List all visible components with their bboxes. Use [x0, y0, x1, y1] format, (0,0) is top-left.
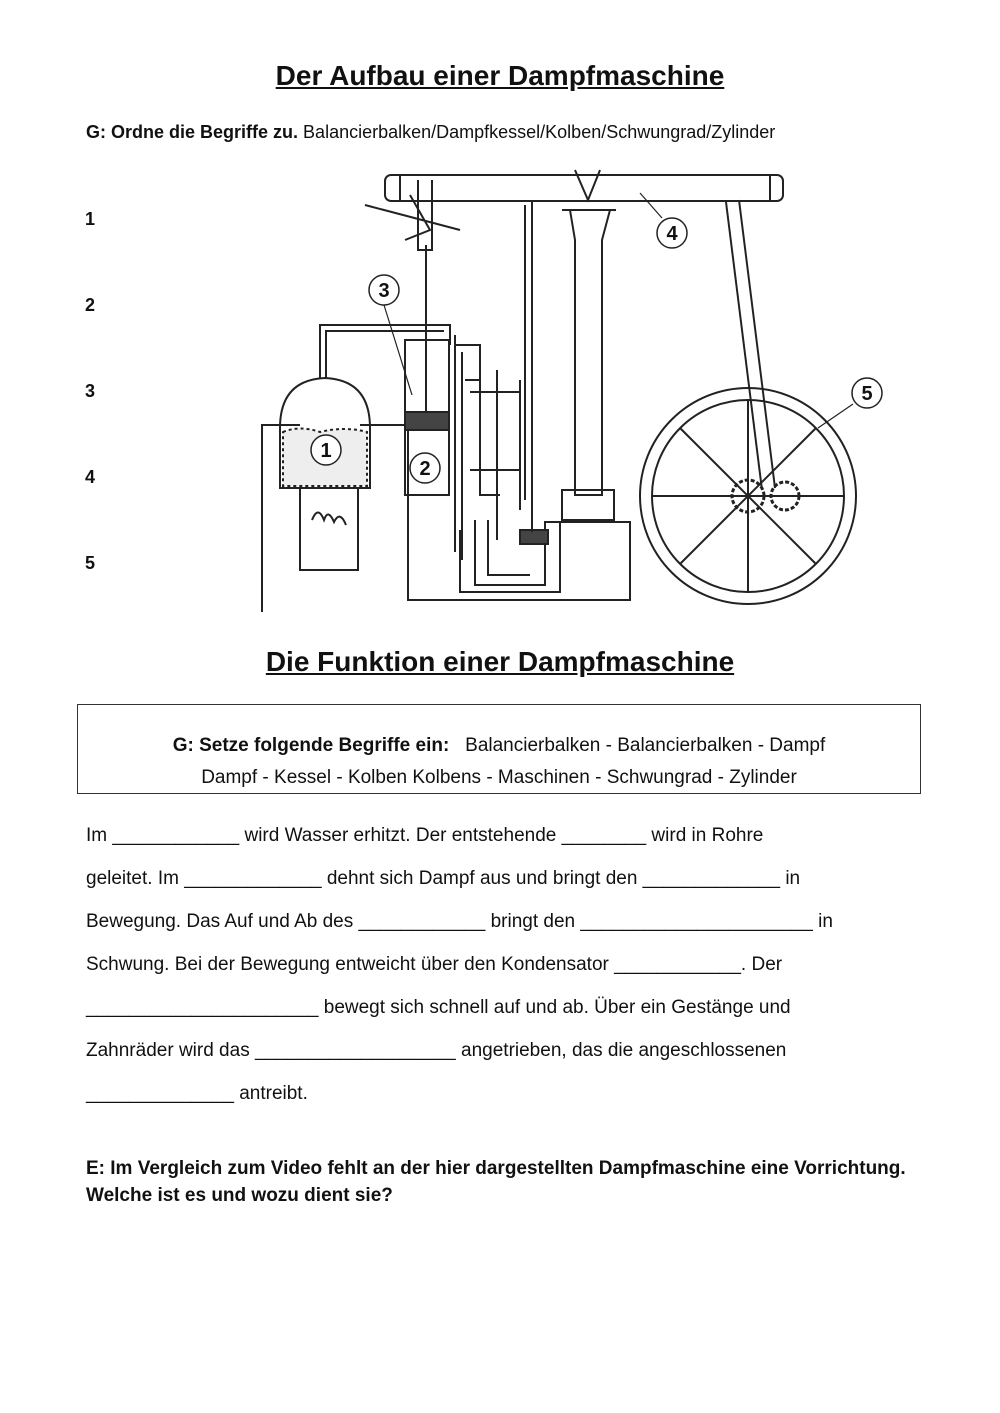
word-bank-terms-1: Balancierbalken - Balancierbalken - Dampf: [465, 735, 826, 756]
balance-beam: [385, 175, 783, 201]
task-g-assign-prefix: G: Ordne die Begriffe zu.: [86, 122, 299, 142]
cloze-line: ______________________ bewegt sich schnell auf und ab. Über ein Gestänge und: [86, 997, 791, 1018]
flames: [312, 513, 346, 526]
answer-number-4: 4: [85, 467, 96, 487]
diagram-label-2: 2: [419, 458, 431, 480]
valve-rods: [470, 370, 520, 540]
diagram-label-1: 1: [320, 440, 332, 462]
word-bank-terms-2: Dampf - Kessel - Kolben Kolbens - Maschinen - Schwungrad - Zylinder: [201, 767, 797, 788]
answer-number-5: 5: [85, 553, 96, 573]
answer-number-1: 1: [85, 209, 96, 229]
support-column: [570, 210, 610, 495]
firebox: [300, 488, 358, 570]
diagram-label-3: 3: [378, 280, 390, 302]
piston: [405, 412, 449, 430]
cloze-line: Schwung. Bei der Bewegung entweicht über den Kondensator ____________. Der: [86, 954, 783, 975]
steam-pipe: [320, 325, 450, 378]
air-pump-piston: [520, 530, 548, 544]
task-g-assign-terms: Balancierbalken/Dampfkessel/Kolben/Schwungrad/Zylinder: [303, 122, 776, 142]
cloze-line: Im ____________ wird Wasser erhitzt. Der entstehende ________ wird in Rohre: [86, 825, 764, 846]
diagram-label-5: 5: [861, 383, 873, 405]
word-bank-line-1: [78, 730, 920, 762]
valve-chest: [455, 335, 500, 560]
answer-number-2: 2: [85, 295, 96, 315]
cloze-line: geleitet. Im _____________ dehnt sich Dampf aus und bringt den _____________ in: [86, 868, 801, 889]
flywheel-spokes: [652, 400, 844, 592]
cloze-line: Zahnräder wird das ___________________ angetrieben, das die angeschlossenen: [86, 1040, 787, 1061]
task-g-fill-prefix: G: Setze folgende Begriffe ein:: [172, 735, 450, 756]
steam-engine-diagram: [250, 160, 890, 620]
task-g-assign: [86, 122, 775, 143]
task-e-question: E: Im Vergleich zum Video fehlt an der hier dargestellten Dampfmaschine eine Vorrichtung. Welche ist es und wozu dient sie?: [86, 1158, 906, 1206]
answer-number-3: 3: [85, 381, 96, 401]
parallel-motion: [365, 180, 460, 250]
section-title-function: Die Funktion einer Dampfmaschine: [265, 646, 735, 677]
cloze-line: Bewegung. Das Auf und Ab des ____________ bringt den ______________________ in: [86, 911, 833, 932]
page-title: Der Aufbau einer Dampfmaschine: [275, 60, 725, 91]
word-bank-box: [77, 704, 921, 794]
diagram-label-4: 4: [666, 223, 678, 245]
cloze-line: ______________ antreibt.: [86, 1083, 308, 1104]
